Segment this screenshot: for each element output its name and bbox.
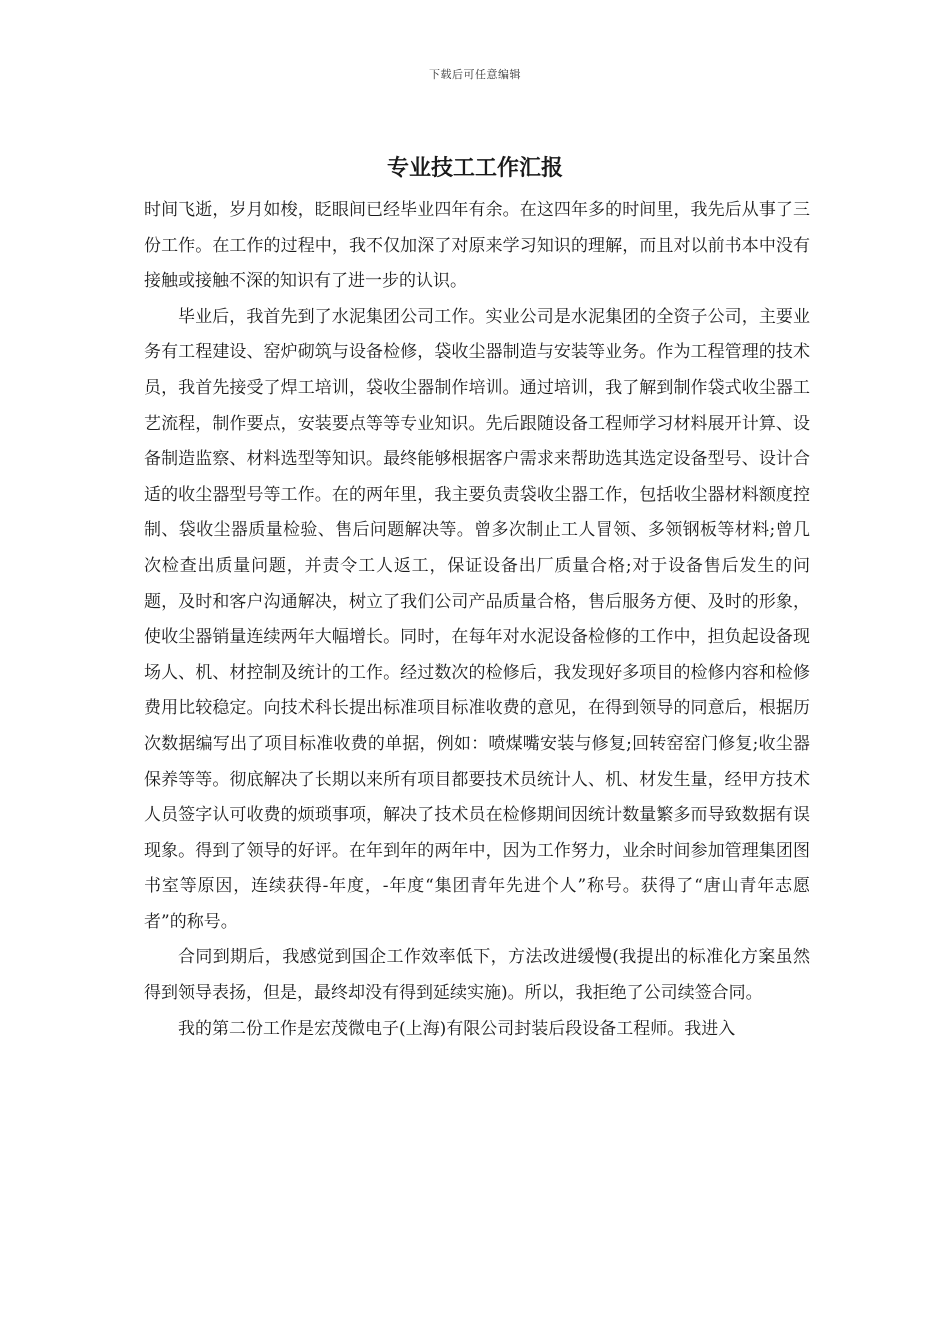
paragraph-contract-end: 合同到期后，我感觉到国企工作效率低下，方法改进缓慢(我提出的标准化方案虽然得到领导表扬，但是，最终却没有得到延续实施)。所以，我拒绝了公司续签合同。	[144, 947, 810, 1004]
paragraph-intro: 时间飞逝，岁月如梭，眨眼间已经毕业四年有余。在这四年多的时间里，我先后从事了三份工作。在工作的过程中，我不仅加深了对原来学习知识的理解，而且对以前书本中没有接触或接触不深的知识有了进一步的认识。	[144, 200, 810, 292]
paragraph-first-job: 毕业后，我首先到了水泥集团公司工作。实业公司是水泥集团的全资子公司，主要业务有工程建设、窑炉砌筑与设备检修，袋收尘器制造与安装等业务。作为工程管理的技术员，我首先接受了焊工培训，袋收尘器制作培训。通过培训，我了解到制作袋式收尘器工艺流程，制作要点，安装要点等等专业知识。先后跟随设备工程师学习材料展开计算、设备制造监察、材料选型等知识。最终能够根据客户需求来帮助选其选定设备型号、设计合适的收尘器型号等工作。在的两年里，我主要负责袋收尘器工作，包括收尘器材料额度控制、袋收尘器质量检验、售后问题解决等。曾多次制止工人冒领、多领钢板等材料;曾几次检查出质量问题，并责令工人返工，保证设备出厂质量合格;对于设备售后发生的问题，及时和客户沟通解决，树立了我们公司产品质量合格，售后服务方便、及时的形象，使收尘器销量连续两年大幅增长。同时，在每年对水泥设备检修的工作中，担负起设备现场人、机、材控制及统计的工作。经过数次的检修后，我发现好多项目的检修内容和检修费用比较稳定。向技术科长提出标准项目标准收费的意见，在得到领导的同意后，根据历次数据编写出了项目标准收费的单据，例如：喷煤嘴安装与修复;回转窑窑门修复;收尘器保养等等。彻底解决了长期以来所有项目都要技术员统计人、机、材发生量，经甲方技术人员签字认可收费的烦琐事项，解决了技术员在检修期间因统计数量繁多而导致数据有误现象。得到了领导的好评。在年到年的两年中，因为工作努力，业余时间参加管理集团图书室等原因，连续获得-年度，-年度“集团青年先进个人”称号。获得了“唐山青年志愿者”的称号。	[144, 306, 810, 932]
document-body	[144, 193, 810, 1047]
page-header-note: 下载后可任意编辑	[429, 68, 521, 81]
document-title: 专业技工工作汇报	[386, 155, 563, 181]
paragraph-second-job: 我的第二份工作是宏茂微电子(上海)有限公司封装后段设备工程师。我进入	[178, 1018, 736, 1039]
